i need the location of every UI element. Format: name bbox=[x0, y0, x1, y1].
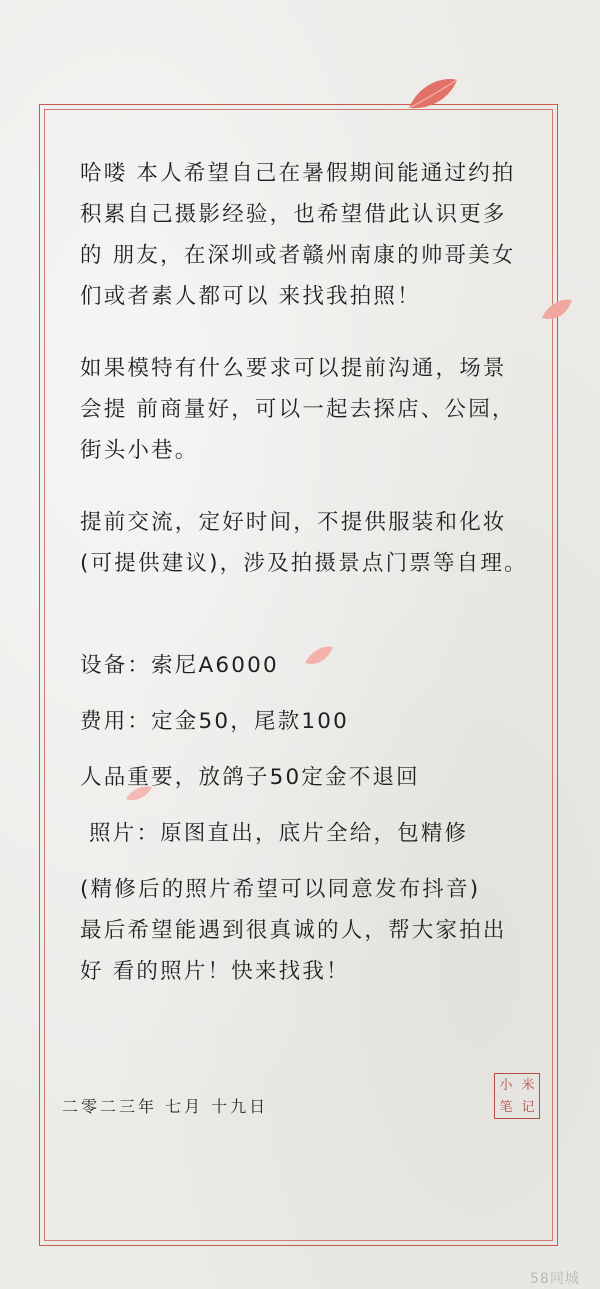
fee-line: 费用：定金50，尾款100 bbox=[80, 709, 349, 734]
photos-line: 照片：原图直出，底片全给，包精修 bbox=[80, 821, 469, 846]
intro-paragraph: 哈喽 本人希望自己在暑假期间能通过约拍 积累自己摄影经验，也希望借此认识更多的 朋友，在深圳或者赣州南康的帅哥美女们或者素人都可以 来找我拍照！ bbox=[80, 161, 525, 309]
seal-char: 记 bbox=[521, 1099, 535, 1115]
petal-icon bbox=[405, 74, 461, 114]
seal-char: 米 bbox=[521, 1077, 535, 1093]
requirements-paragraph: 如果模特有什么要求可以提前沟通，场景会提 前商量好，可以一起去探店、公园，街头小巷。 bbox=[80, 356, 516, 463]
closing-paragraph: 最后希望能遇到很真诚的人，帮大家拍出好 看的照片！快来找我！ bbox=[80, 918, 507, 984]
douyin-note-line: (精修后的照片希望可以同意发布抖音) bbox=[80, 877, 481, 902]
equipment-line: 设备：索尼A6000 bbox=[80, 653, 279, 678]
seal-char: 小 bbox=[499, 1077, 513, 1093]
watermark-logo: 58同城 bbox=[530, 1271, 580, 1287]
notice-paragraph: 提前交流，定好时间，不提供服装和化妆(可提供建议)，涉及拍摄景点门票等自理。 bbox=[80, 510, 528, 576]
deposit-policy-line: 人品重要，放鸽子50定金不退回 bbox=[80, 765, 420, 790]
seal-stamp bbox=[494, 1073, 540, 1119]
seal-char: 笔 bbox=[499, 1099, 513, 1115]
date-text: 二零二三年 七月 十九日 bbox=[62, 1097, 269, 1116]
petal-icon bbox=[540, 296, 574, 326]
